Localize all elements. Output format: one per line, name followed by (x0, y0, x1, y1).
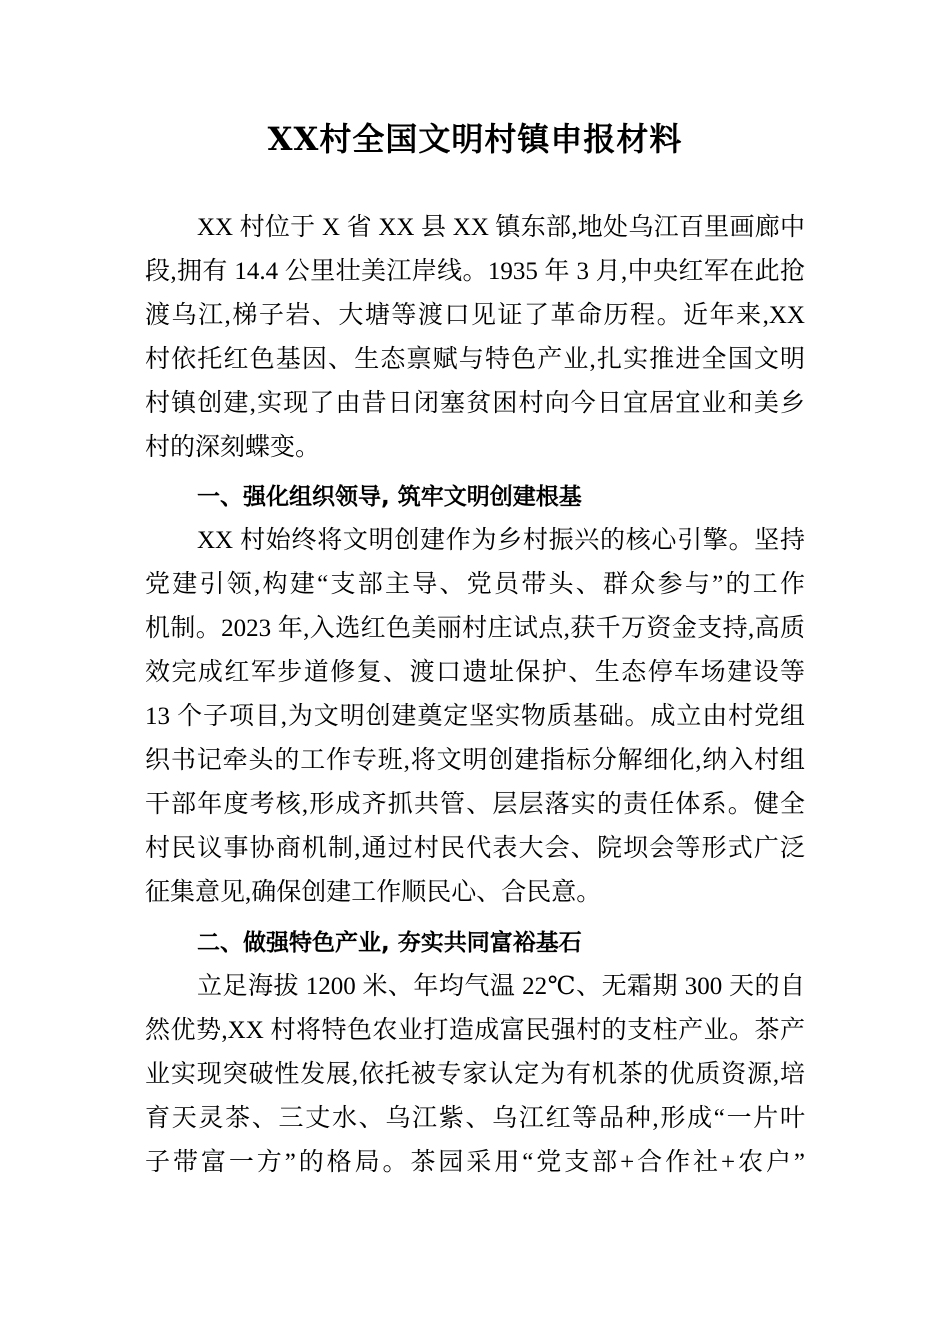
text-line: 村镇创建,实现了由昔日闭塞贫困村向今日宜居宜业和美乡 (145, 390, 805, 417)
text-line: 育天灵茶、三丈水、乌江紫、乌江红等品种,形成“一片叶 (145, 1105, 805, 1132)
text-line: 机制。2023 年,入选红色美丽村庄试点,获千万资金支持,高质 (145, 615, 805, 642)
text-line: 村依托红色基因、生态禀赋与特色产业,扎实推进全国文明 (145, 346, 805, 373)
section-2-paragraph (145, 965, 805, 1185)
text-line: 干部年度考核,形成齐抓共管、层层落实的责任体系。健全 (145, 791, 805, 818)
section-1-paragraph (145, 519, 805, 915)
text-line: 子带富一方”的格局。茶园采用“党支部+合作社+农户” (145, 1149, 805, 1176)
text-line: 村的深刻蝶变。 (145, 434, 321, 461)
text-line: 业实现突破性发展,依托被专家认定为有机茶的优质资源,培 (145, 1061, 805, 1088)
section-heading-1: 一、强化组织领导, 筑牢文明创建根基 (197, 484, 582, 510)
text-line: 征集意见,确保创建工作顺民心、合民意。 (145, 879, 602, 906)
text-line: 立足海拔 1200 米、年均气温 22℃、无霜期 300 天的自 (197, 973, 805, 1000)
text-line: 党建引领,构建“支部主导、党员带头、群众参与”的工作 (145, 571, 805, 598)
document-title: XX村全国文明村镇申报材料 (267, 120, 683, 158)
text-line: 效完成红军步道修复、渡口遗址保护、生态停车场建设等 (145, 659, 805, 686)
text-line: 然优势,XX 村将特色农业打造成富民强村的支柱产业。茶产 (145, 1017, 805, 1044)
text-line: XX 村始终将文明创建作为乡村振兴的核心引擎。坚持 (197, 527, 805, 554)
text-line: 村民议事协商机制,通过村民代表大会、院坝会等形式广泛 (145, 835, 805, 862)
text-line: 13 个子项目,为文明创建奠定坚实物质基础。成立由村党组 (145, 703, 805, 730)
text-line: 渡乌江,梯子岩、大塘等渡口见证了革命历程。近年来,XX (145, 302, 805, 329)
intro-paragraph (145, 206, 805, 470)
text-line: 织书记牵头的工作专班,将文明创建指标分解细化,纳入村组 (145, 747, 805, 774)
section-heading-2: 二、做强特色产业, 夯实共同富裕基石 (197, 930, 582, 956)
text-line: 段,拥有 14.4 公里壮美江岸线。1935 年 3 月,中央红军在此抢 (145, 258, 805, 285)
text-line: XX 村位于 X 省 XX 县 XX 镇东部,地处乌江百里画廊中 (197, 214, 805, 241)
